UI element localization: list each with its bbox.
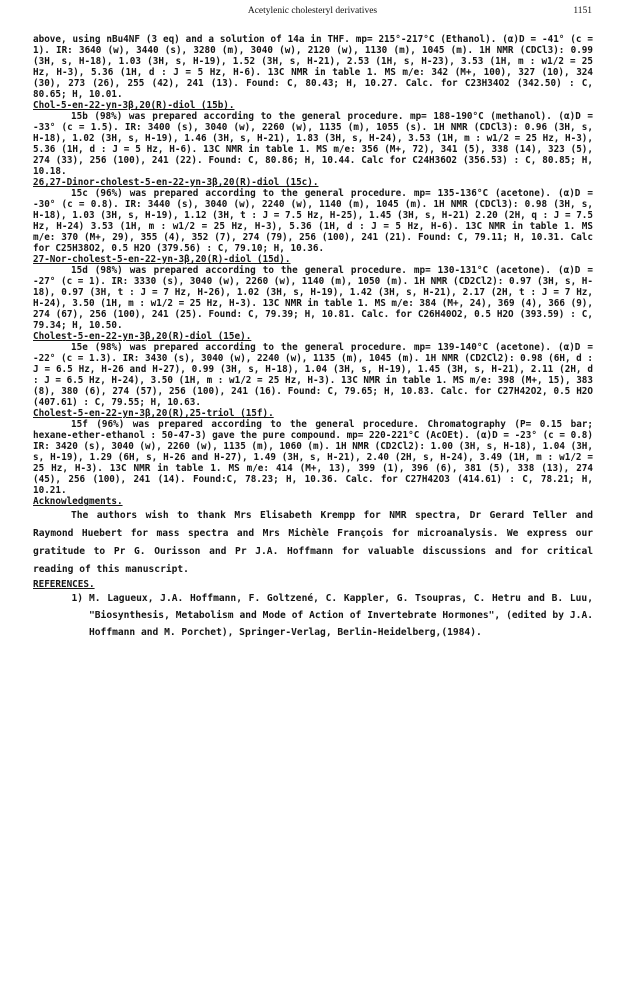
- section-heading-15f: Cholest-5-en-22-yn-3β,20(R),25-triol (15f).: [33, 408, 274, 419]
- reference-text: M. Lagueux, J.A. Hoffmann, F. Goltzené, C. Kappler, G. Tsoupras, C. Hetru and B. Luu, "Biosynthesis, Metabolism and Mode of Action of Invertebrate Hormones", (edited by J.A. Hoffmann and M. Porchet), Springer-Verlag, Berlin-Heidelberg,(1984).: [89, 593, 593, 638]
- section-text-15b: 15b (98%) was prepared according to the general procedure. mp= 188-190°C (methanol). (α)D = -33° (c = 1.5). IR: 3400 (s), 3040 (w), 2260 (w), 1135 (m), 1055 (s). 1H NMR (CDCl3): 0.96 (3H, s, H-18), 1.02 (3H, s, H-19), 1.46 (3H, s, H-21), 1.83 (3H, s, H-24), 3.53 (1H, m : w1/2 = 25 Hz, H-3), 5.36 (1H, d : J = 5 Hz, H-6). 13C NMR in table 1. MS m/e: 356 (M+, 72), 341 (5), 338 (14), 323 (5), 274 (33), 256 (100), 241 (22). Found: C, 80.86; H, 10.44. Calc for C24H36O2 (356.53) : C, 80.85; H, 10.18.: [33, 111, 593, 177]
- reference-number: 1): [71, 593, 83, 604]
- references-heading: REFERENCES.: [33, 579, 95, 590]
- article-body: [33, 34, 593, 641]
- section-heading-15e: Cholest-5-en-22-yn-3β,20(R)-diol (15e).: [33, 331, 252, 342]
- section-heading-15c: 26,27-Dinor-cholest-5-en-22-yn-3β,20(R)-diol (15c).: [33, 177, 319, 188]
- section-text-15f: 15f (96%) was prepared according to the general procedure. Chromatography (P= 0.15 bar; hexane-ether-ethanol : 50-47-3) gave the pure compound. mp= 220-221°C (AcOEt). (α)D = -23° (c = 0.8) IR: 3420 (s), 3040 (w), 2260 (w), 1135 (m), 1060 (m). 1H NMR (CD2Cl2): 1.00 (3H, s, H-18), 1.04 (3H, s, H-19), 1.29 (6H, s, H-26 and H-27), 1.49 (3H, s, H-21), 2.40 (2H, s, H-24), 3.49 (1H, m : w1/2 = 25 Hz, H-3). 13C NMR in table 1. MS m/e: 414 (M+, 13), 399 (1), 396 (6), 381 (5), 338 (13), 274 (45), 256 (100), 241 (14). Found:C, 78.23; H, 10.36. Calc. for C27H42O3 (414.61) : C, 78.21; H, 10.21.: [33, 419, 593, 496]
- acknowledgments-heading: Acknowledgments.: [33, 496, 123, 507]
- running-head-title: Acetylenic cholesteryl derivatives: [247, 6, 378, 16]
- section-text-15c: 15c (96%) was prepared according to the general procedure. mp= 135-136°C (acetone). (α)D = -30° (c = 0.8). IR: 3440 (s), 3040 (w), 2240 (w), 1140 (m), 1045 (m). 1H NMR (CDCl3): 0.98 (3H, s, H-18), 1.03 (3H, s, H-19), 1.12 (3H, t : J = 7.5 Hz, H-25), 1.45 (3H, s, H-21) 2.20 (2H, q : J = 7.5 Hz, H-24) 3.53 (1H, m : w1/2 = 25 Hz, H-3), 5.36 (1H, d : J = 5 Hz, H-6). 13C NMR in table 1. MS m/e: 370 (M+, 29), 355 (4), 352 (7), 274 (79), 256 (100), 241 (21). Found: C, 79.11; H, 10.31. Calc for C25H38O2, 0.5 H2O (379.56) : C, 79.10; H, 10.36.: [33, 188, 593, 254]
- section-text-15d: 15d (98%) was prepared according to the general procedure. mp= 130-131°C (acetone). (α)D = -27° (c = 1). IR: 3330 (s), 3040 (w), 2260 (w), 1140 (m), 1050 (m). 1H NMR (CD2Cl2): 0.97 (3H, s, H-18), 0.97 (3H, t : J = 7 Hz, H-26), 1.02 (3H, s, H-19), 1.42 (3H, s, H-21), 2.17 (2H, t : J = 7 Hz, H-24), 3.50 (1H, m : w1/2 = 25 Hz, H-3). 13C NMR in table 1. MS m/e: 384 (M+, 24), 369 (4), 366 (9), 274 (67), 256 (100), 241 (25). Found: C, 79.39; H, 10.81. Calc. for C26H40O2, 0.5 H2O (393.59) : C, 79.34; H, 10.50.: [33, 265, 593, 331]
- page-number: 1151: [573, 6, 592, 16]
- intro-paragraph: above, using nBu4NF (3 eq) and a solution of 14a in THF. mp= 215°-217°C (Ethanol). (α)D = -41° (c = 1). IR: 3640 (w), 3440 (s), 3280 (m), 3040 (w), 2120 (w), 1130 (m), 1045 (m). 1H NMR (CDCl3): 0.99 (3H, s, H-18), 1.03 (3H, s, H-19), 1.52 (3H, s, H-21), 2.53 (1H, s, H-23), 3.53 (1H, m : w1/2 = 25 Hz, H-3), 5.36 (1H, d : J = 5 Hz, H-6). 13C NMR in table 1. MS m/e: 342 (M+, 100), 327 (10), 324 (30), 273 (26), 255 (42), 241 (13). Found: C, 80.43; H, 10.27. Calc. for C23H34O2 (342.50) : C, 80.65; H, 10.01.: [33, 34, 593, 100]
- running-head: [0, 6, 625, 22]
- acknowledgments-text: The authors wish to thank Mrs Elisabeth Krempp for NMR spectra, Dr Gerard Teller and Raymond Huebert for mass spectra and Mrs Michèle François for microanalysis. We express our gratitude to Pr G. Ourisson and Pr J.A. Hoffmann for valuable discussions and for critical reading of this manuscript.: [33, 510, 593, 575]
- section-heading-15b: Chol-5-en-22-yn-3β,20(R)-diol (15b).: [33, 100, 235, 111]
- reference-item: [33, 590, 593, 641]
- section-heading-15d: 27-Nor-cholest-5-en-22-yn-3β,20(R)-diol (15d).: [33, 254, 291, 265]
- section-text-15e: 15e (98%) was prepared according to the general procedure. mp= 139-140°C (acetone). (α)D = -22° (c = 1.3). IR: 3430 (s), 3040 (w), 2240 (w), 1135 (m), 1045 (m). 1H NMR (CD2Cl2): 0.98 (6H, d : J = 6.5 Hz, H-26 and H-27), 0.99 (3H, s, H-18), 1.04 (3H, s, H-19), 1.45 (3H, s, H-21), 2.11 (2H, d : J = 6.5 Hz, H-24), 3.50 (1H, m : w1/2 = 25 Hz, H-3). 13C NMR in table 1. MS m/e: 398 (M+, 15), 383 (8), 380 (6), 274 (57), 256 (100), 241 (16). Found: C, 79.65; H, 10.83. Calc. for C27H42O2, 0.5 H2O (407.61) : C, 79.55; H, 10.63.: [33, 342, 593, 408]
